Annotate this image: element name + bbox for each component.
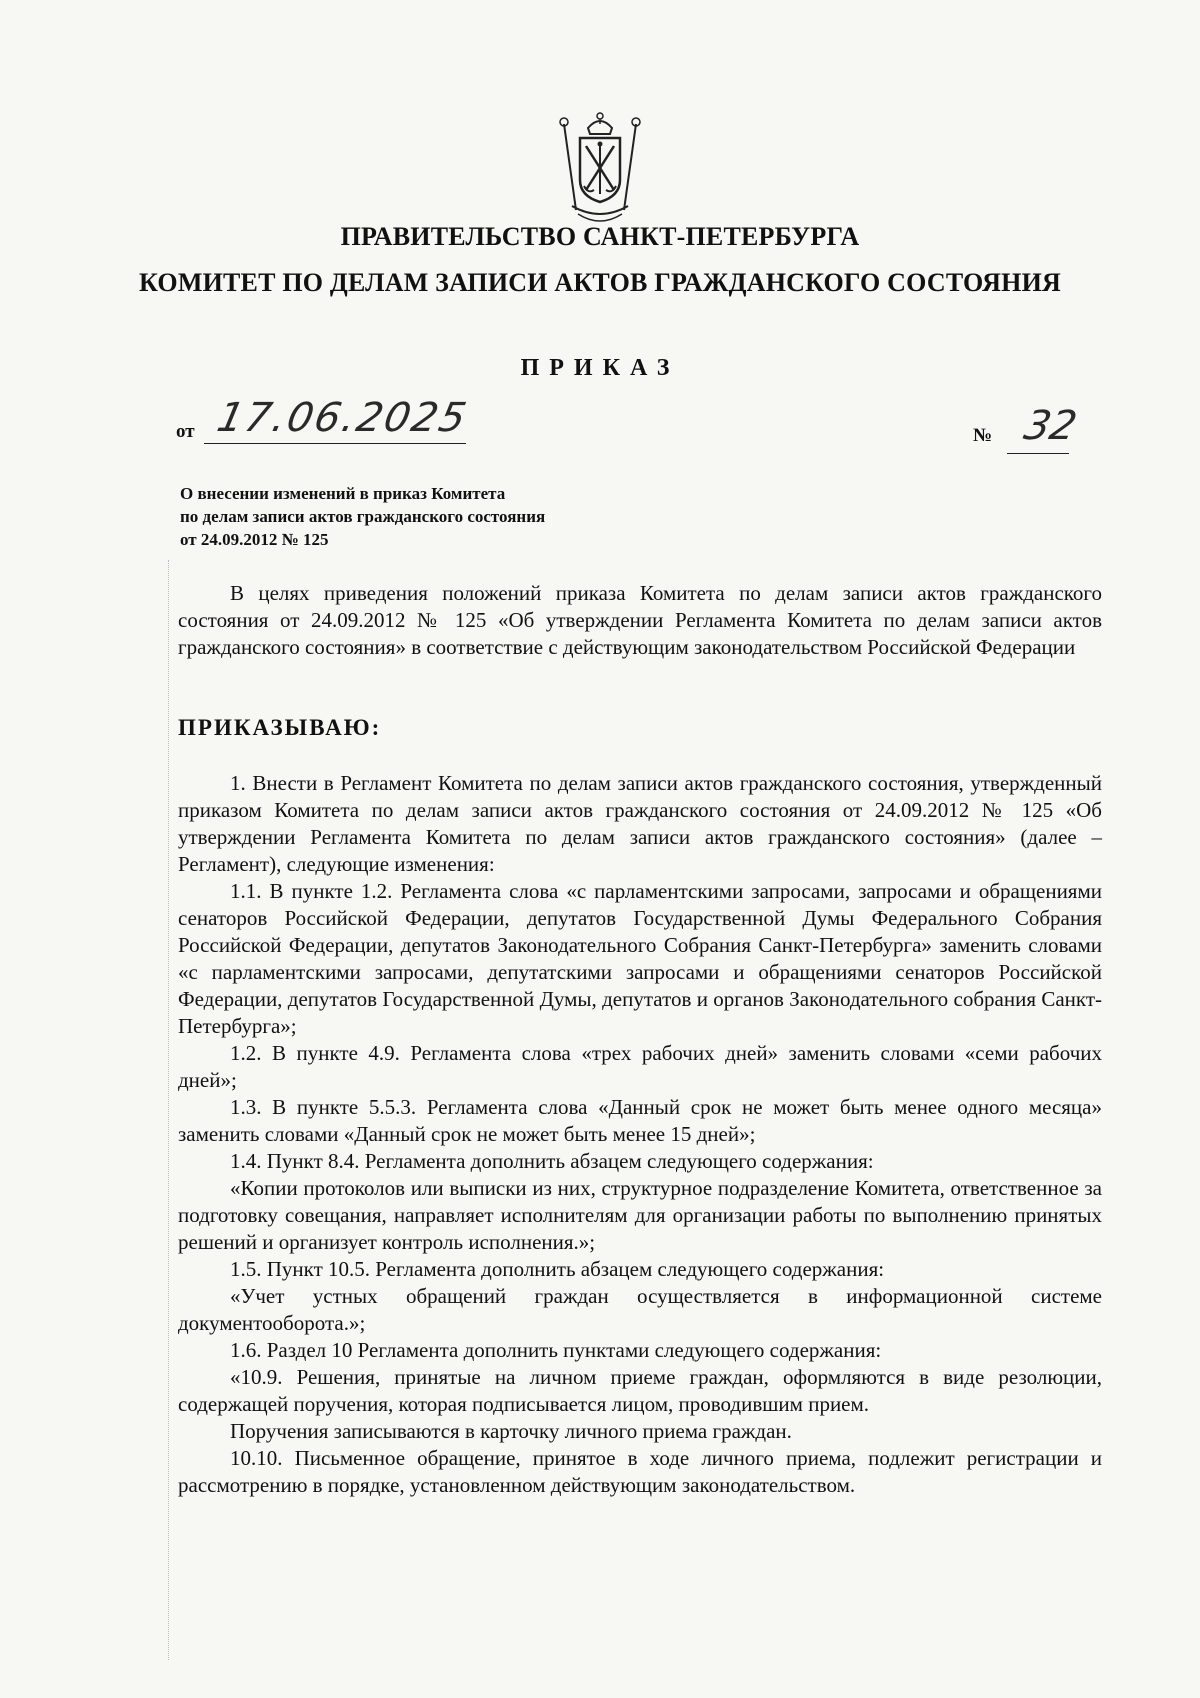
date-value-handwritten: 17.06.2025	[213, 395, 472, 441]
order-item: 10.10. Письменное обращение, принятое в ходе личного приема, подлежит регистрации и рассмотрению в порядке, установленном действующим законодательством.	[178, 1446, 1102, 1497]
order-items	[178, 770, 1102, 1499]
order-directive: ПРИКАЗЫВАЮ:	[178, 715, 382, 740]
coat-of-arms-icon	[550, 110, 650, 225]
document-type-title: ПРИКАЗ	[520, 355, 680, 381]
org-name-line-1: ПРАВИТЕЛЬСТВО САНКТ-ПЕТЕРБУРГА	[340, 222, 860, 251]
order-item: 1.2. В пункте 4.9. Регламента слова «трех рабочих дней» заменить словами «семи рабочих дней»;	[178, 1041, 1102, 1092]
order-item: 1.1. В пункте 1.2. Регламента слова «с парламентскими запросами, запросами и обращениями сенаторов Российской Федерации, депутатов Государственной Думы Федерального Собрания Российской Федерации, депутатов Законодательного Собрания Санкт-Петербурга» заменить словами «с парламентскими запросами, депутатскими запросами и обращениями сенаторов Российской Федерации, депутатов Государственной Думы, депутатов и органов Законодательного собрания Санкт-Петербурга»;	[178, 879, 1102, 1038]
subject-line: по делам записи актов гражданского состояния	[180, 507, 546, 526]
org-name-line-2: КОМИТЕТ ПО ДЕЛАМ ЗАПИСИ АКТОВ ГРАЖДАНСКОГО СОСТОЯНИЯ	[139, 268, 1061, 297]
subject-line: О внесении изменений в приказ Комитета	[180, 484, 506, 503]
date-field	[176, 395, 496, 445]
number-value-handwritten: 32	[1020, 403, 1081, 449]
date-underline	[204, 443, 466, 444]
order-item: «Копии протоколов или выписки из них, структурное подразделение Комитета, ответственное за подготовку совещания, направляет исполнителям для организации работы по выполнению принятых решений и организует контроль исполнения.»;	[178, 1176, 1102, 1254]
order-item: 1.4. Пункт 8.4. Регламента дополнить абзацем следующего содержания:	[230, 1149, 874, 1173]
order-item: «10.9. Решения, принятые на личном приеме граждан, оформляются в виде резолюции, содержащей поручения, которая подписывается лицом, проводившим прием.	[178, 1365, 1102, 1416]
order-item: 1.6. Раздел 10 Регламента дополнить пунктами следующего содержания:	[230, 1338, 882, 1362]
number-label: №	[973, 425, 993, 446]
order-item: 1.3. В пункте 5.5.3. Регламента слова «Данный срок не может быть менее одного месяца» заменить словами «Данный срок не может быть менее 15 дней»;	[178, 1095, 1102, 1146]
document-subject	[180, 482, 740, 551]
preamble	[178, 580, 1102, 661]
number-field	[973, 403, 1083, 465]
preamble-text: В целях приведения положений приказа Комитета по делам записи актов гражданского состояния от 24.09.2012 № 125 «Об утверждении Регламента Комитета по делам записи актов гражданского состояния» в соответствие с действующим законодательством Российской Федерации	[178, 581, 1102, 659]
order-item: 1.5. Пункт 10.5. Регламента дополнить абзацем следующего содержания:	[230, 1257, 885, 1281]
date-label: от	[176, 421, 195, 442]
order-item: Поручения записываются в карточку личного приема граждан.	[230, 1419, 792, 1443]
number-underline	[1007, 453, 1069, 454]
scan-margin-line	[168, 560, 169, 1660]
order-item: «Учет устных обращений граждан осуществляется в информационной системе документооборота.»;	[178, 1284, 1102, 1335]
order-item: 1. Внести в Регламент Комитета по делам записи актов гражданского состояния, утвержденный приказом Комитета по делам записи актов гражданского состояния от 24.09.2012 № 125 «Об утверждении Регламента Комитета по делам записи актов гражданского состояния» (далее – Регламент), следующие изменения:	[178, 771, 1102, 876]
subject-line: от 24.09.2012 № 125	[180, 530, 329, 549]
